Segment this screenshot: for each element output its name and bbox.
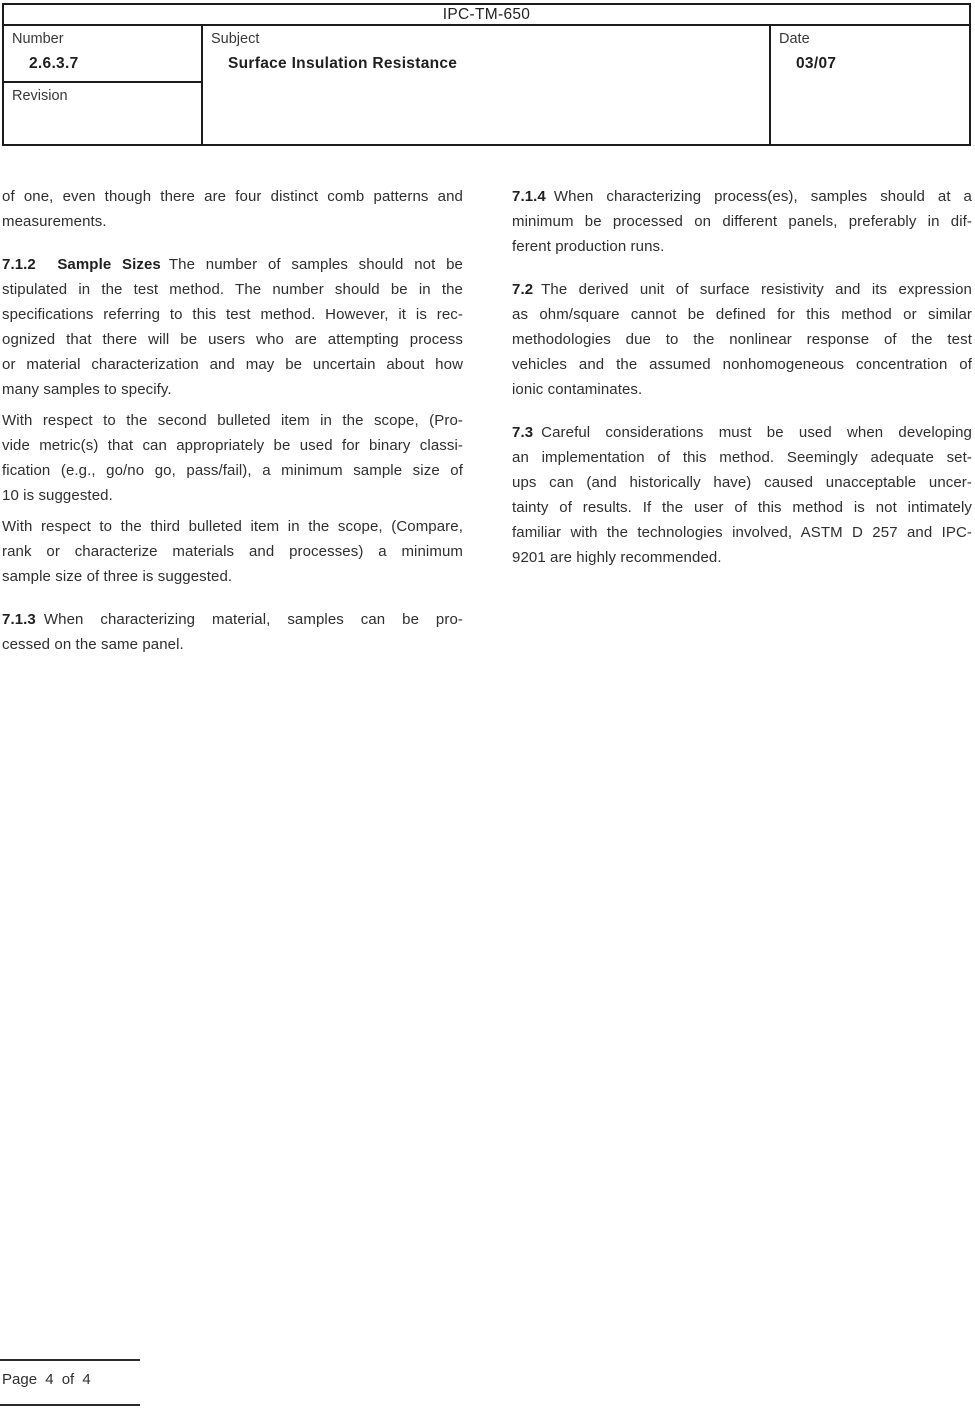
text-line: 7.1.3 When characterizing material, samples can be pro- [2, 611, 463, 628]
paragraph [2, 184, 463, 234]
footer-rule-top [0, 1359, 140, 1361]
number-cell [4, 26, 201, 83]
footer-rule-bottom [0, 1404, 140, 1406]
text-line: or material characterization and may be uncertain about how [2, 356, 463, 373]
text-line: fication (e.g., go/no go, pass/fail), a minimum sample size of [2, 462, 463, 479]
text-line: minimum be processed on different panels, preferably in dif- [512, 213, 972, 230]
revision-label: Revision [12, 88, 68, 104]
paragraph [512, 184, 972, 259]
subject-value: Surface Insulation Resistance [228, 55, 458, 72]
text-line: rank or characterize materials and processes) a minimum [2, 543, 463, 560]
text-line: 7.1.2 Sample Sizes The number of samples should not be [2, 256, 463, 273]
text-line: 7.2 The derived unit of surface resistivity and its expression [512, 281, 972, 298]
text-line: cessed on the same panel. [2, 636, 184, 653]
text-line: many samples to specify. [2, 381, 172, 398]
text-line: methodologies due to the nonlinear response of the test [512, 331, 972, 348]
text-line: vehicles and the assumed nonhomogeneous concentration of [512, 356, 972, 373]
text-line: 7.1.4 When characterizing process(es), samples should at a [512, 188, 972, 205]
text-line: ionic contaminates. [512, 381, 643, 398]
paragraph [2, 514, 463, 589]
section-number: 7.1.2 Sample Sizes [2, 256, 161, 273]
number-label: Number [12, 31, 64, 47]
number-value: 2.6.3.7 [29, 55, 79, 72]
date-cell [771, 26, 969, 144]
text-line: of one, even though there are four distinct comb patterns and [2, 188, 463, 205]
text-line: vide metric(s) that can appropriately be used for binary classi- [2, 437, 463, 454]
section-number: 7.2 [512, 281, 534, 298]
date-value: 03/07 [796, 55, 837, 72]
paragraph [512, 420, 972, 570]
text-line: ognized that there will be users who are attempting process [2, 331, 463, 348]
text-line: 7.3 Careful considerations must be used when developing [512, 424, 972, 441]
text-line: an implementation of this method. Seemingly adequate set- [512, 449, 972, 466]
text-line: stipulated in the test method. The number should be in the [2, 281, 463, 298]
body-right-column [512, 184, 972, 570]
text-line: measurements. [2, 213, 107, 230]
subject-label: Subject [211, 31, 260, 47]
doc-title: IPC-TM-650 [4, 5, 969, 26]
text-line: ups can (and historically have) caused unacceptable uncer- [512, 474, 972, 491]
subject-cell [203, 26, 771, 144]
text-line: tainty of results. If the user of this method is not intimately [512, 499, 972, 516]
text-line: With respect to the second bulleted item in the scope, (Pro- [2, 412, 463, 429]
text-line: ferent production runs. [512, 238, 665, 255]
page-indicator: Page 4 of 4 [2, 1371, 91, 1388]
section-number: 7.3 [512, 424, 534, 441]
text-line: as ohm/square cannot be defined for this method or similar [512, 306, 972, 323]
body-left-column [2, 184, 463, 657]
text-line: sample size of three is suggested. [2, 568, 233, 585]
section-number: 7.1.3 [2, 611, 36, 628]
text-line: With respect to the third bulleted item in the scope, (Compare, [2, 518, 463, 535]
paragraph [512, 277, 972, 402]
text-line: specifications referring to this test method. However, it is rec- [2, 306, 463, 323]
header-main-row [4, 26, 969, 144]
revision-cell [4, 83, 201, 144]
header-number-column [4, 26, 203, 144]
text-line: 9201 are highly recommended. [512, 549, 722, 566]
date-label: Date [779, 31, 810, 47]
paragraph [2, 252, 463, 402]
paragraph [2, 607, 463, 657]
text-line: 10 is suggested. [2, 487, 113, 504]
paragraph [2, 408, 463, 508]
section-number: 7.1.4 [512, 188, 546, 205]
text-line: familiar with the technologies involved, ASTM D 257 and IPC- [512, 524, 972, 541]
header-table [2, 3, 971, 146]
